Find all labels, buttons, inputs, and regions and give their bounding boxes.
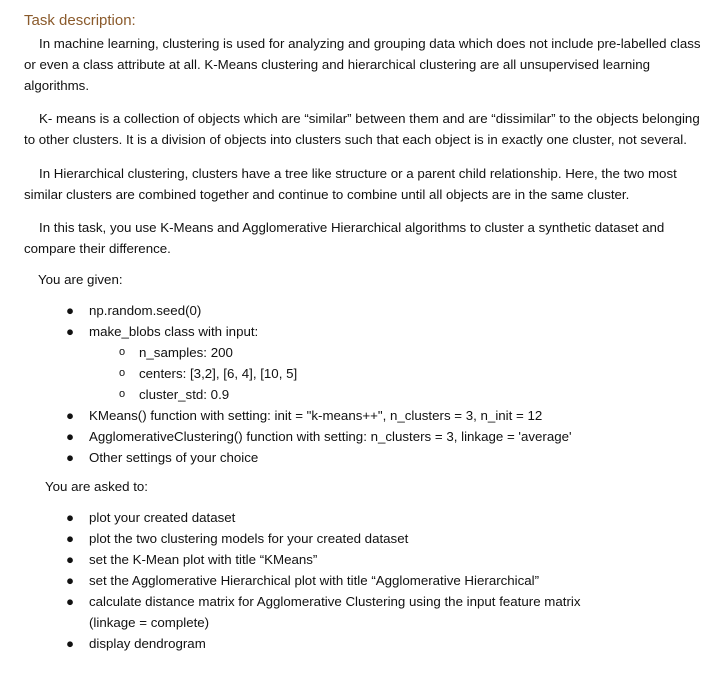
asked-item-plot-dataset: plot your created dataset — [89, 510, 236, 525]
circle-bullet-icon: o — [118, 367, 126, 379]
make-blobs-sublist — [24, 342, 704, 405]
list-item — [24, 633, 704, 654]
list-item — [24, 342, 704, 363]
given-item-other-settings: Other settings of your choice — [89, 450, 259, 465]
asked-item-dendrogram: display dendrogram — [89, 636, 206, 651]
list-item — [24, 507, 704, 528]
bullet-icon: ● — [65, 510, 75, 525]
bullet-icon: ● — [65, 573, 75, 588]
asked-item-plot-models: plot the two clustering models for your created dataset — [89, 531, 409, 546]
bullet-icon: ● — [65, 324, 75, 339]
asked-item-agglomerative-title: set the Agglomerative Hierarchical plot with title “Agglomerative Hierarchical” — [89, 573, 540, 588]
circle-bullet-icon: o — [118, 388, 126, 400]
paragraph-task: In this task, you use K-Means and Agglomerative Hierarchical algorithms to cluster a synthetic dataset and compare their difference. — [24, 220, 665, 256]
asked-item-kmeans-title: set the K-Mean plot with title “KMeans” — [89, 552, 318, 567]
paragraph-hierarchical: In Hierarchical clustering, clusters have a tree like structure or a parent child relationship. Here, the two most similar clusters are combined together and continue to combine until all objects are in the same cluster. — [24, 166, 677, 202]
list-item — [24, 591, 704, 633]
task-heading: Task description: — [24, 12, 136, 29]
list-item — [24, 426, 704, 447]
bullet-icon: ● — [65, 531, 75, 546]
bullet-icon: ● — [65, 594, 75, 609]
list-item — [24, 384, 704, 405]
sub-item-n-samples: n_samples: 200 — [139, 345, 233, 360]
list-item — [24, 447, 704, 468]
given-item-make-blobs: make_blobs class with input: — [89, 324, 259, 339]
given-item-kmeans: KMeans() function with setting: init = "k-means++", n_clusters = 3, n_init = 12 — [89, 408, 543, 423]
asked-label: You are asked to: — [45, 479, 149, 494]
given-item-agglomerative: AgglomerativeClustering() function with setting: n_clusters = 3, linkage = 'average' — [89, 429, 572, 444]
asked-item-linkage-complete: (linkage = complete) — [89, 615, 210, 630]
paragraph-kmeans: K- means is a collection of objects which are “similar” between them and are “dissimilar” to the objects belonging to other clusters. It is a division of objects into clusters such that each object is in exactly one cluster, not several. — [24, 111, 700, 147]
list-item — [24, 570, 704, 591]
bullet-icon: ● — [65, 552, 75, 567]
asked-list — [24, 507, 704, 654]
list-item — [24, 363, 704, 384]
list-item — [24, 405, 704, 426]
bullet-icon: ● — [65, 636, 75, 651]
circle-bullet-icon: o — [118, 346, 126, 358]
task-document — [24, 10, 704, 654]
list-item — [24, 528, 704, 549]
bullet-icon: ● — [65, 429, 75, 444]
list-item — [24, 321, 704, 405]
bullet-icon: ● — [65, 450, 75, 465]
given-label: You are given: — [38, 272, 123, 287]
given-item-seed: np.random.seed(0) — [89, 303, 202, 318]
sub-item-cluster-std: cluster_std: 0.9 — [139, 387, 230, 402]
given-list — [24, 300, 704, 468]
bullet-icon: ● — [65, 303, 75, 318]
paragraph-clustering-intro: In machine learning, clustering is used for analyzing and grouping data which does not include pre-labelled class or even a class attribute at all. K-Means clustering and hierarchical clustering are all unsupervised learning algorithms. — [24, 36, 701, 93]
bullet-icon: ● — [65, 408, 75, 423]
sub-item-centers: centers: [3,2], [6, 4], [10, 5] — [139, 366, 298, 381]
list-item — [24, 300, 704, 321]
list-item — [24, 549, 704, 570]
asked-item-distance-matrix: calculate distance matrix for Agglomerative Clustering using the input feature matrix — [89, 594, 581, 609]
